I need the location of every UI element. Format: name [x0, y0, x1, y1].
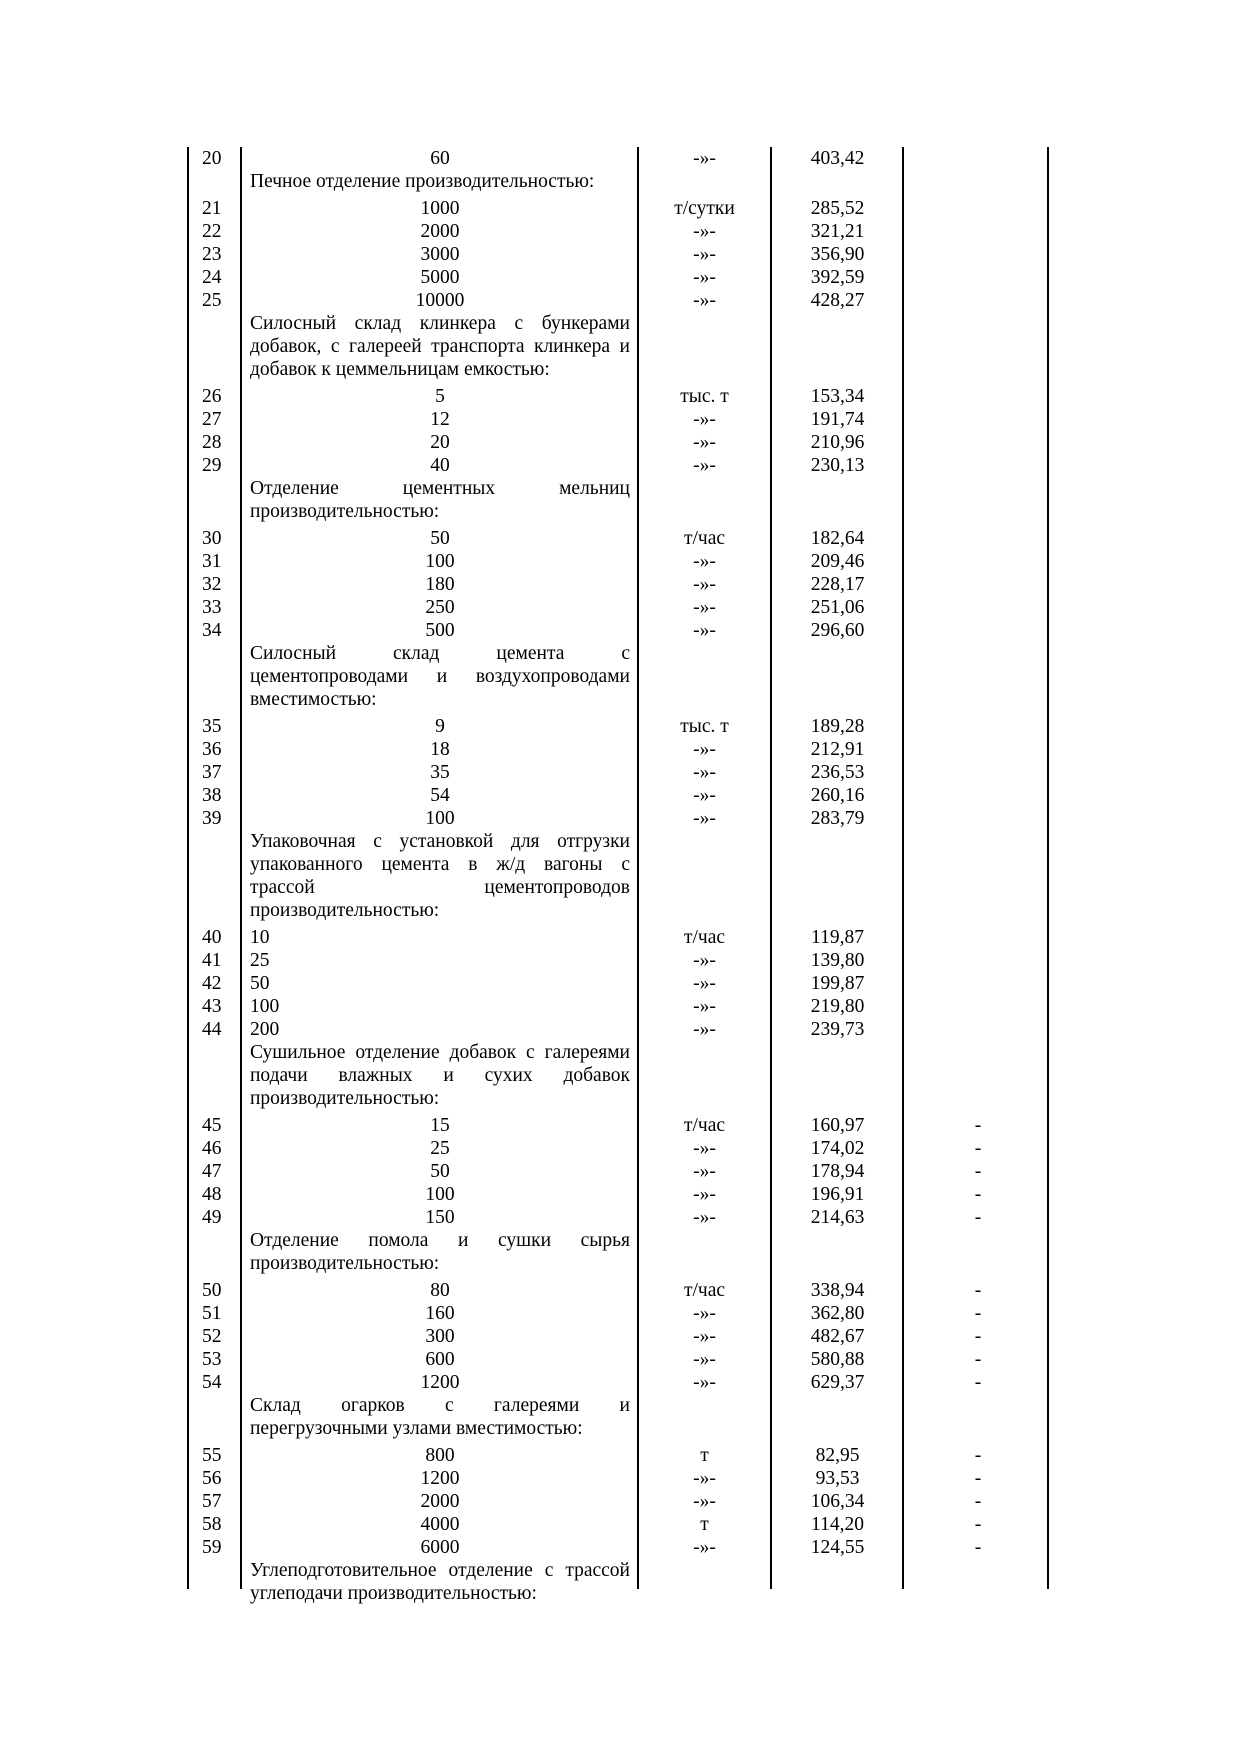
row-number: 25 — [202, 290, 222, 311]
row-capacity: 35 — [430, 762, 450, 783]
row-capacity: 9 — [435, 716, 445, 737]
section-heading-line: Печное отделение производительностью: — [250, 171, 595, 192]
row-unit: -»- — [693, 432, 716, 453]
table-row — [188, 1114, 1058, 1137]
row-unit: -»- — [693, 808, 716, 829]
row-capacity: 600 — [425, 1349, 455, 1370]
row-cost: 392,59 — [810, 267, 865, 288]
section-heading — [240, 830, 638, 922]
table-row — [188, 784, 1058, 807]
row-number: 41 — [202, 950, 222, 971]
table-row — [188, 1467, 1058, 1490]
row-capacity: 2000 — [420, 1491, 460, 1512]
table-row — [188, 1444, 1058, 1467]
row-capacity: 25 — [430, 1138, 450, 1159]
row-unit: -»- — [693, 1349, 716, 1370]
row-capacity: 5 — [435, 386, 445, 407]
table-row — [188, 619, 1058, 642]
row-note: - — [974, 1372, 982, 1393]
row-capacity: 100 — [250, 996, 280, 1017]
section-heading — [240, 170, 638, 193]
row-number: 45 — [202, 1115, 222, 1136]
row-cost: 260,16 — [810, 785, 865, 806]
row-note: - — [974, 1161, 982, 1182]
row-cost: 251,06 — [810, 597, 865, 618]
row-note: - — [974, 1468, 982, 1489]
row-capacity: 100 — [425, 808, 455, 829]
row-cost: 196,91 — [810, 1184, 865, 1205]
table-row — [188, 1302, 1058, 1325]
row-number: 46 — [202, 1138, 222, 1159]
row-cost: 236,53 — [810, 762, 865, 783]
section-heading-line: Силосный склад клинкера с бункерами — [250, 313, 630, 334]
table-row — [188, 1371, 1058, 1394]
row-cost: 210,96 — [810, 432, 865, 453]
row-number: 37 — [202, 762, 222, 783]
table-row — [188, 1206, 1058, 1229]
section-heading — [240, 477, 638, 523]
row-capacity: 1000 — [420, 198, 460, 219]
row-unit: -»- — [693, 1468, 716, 1489]
table-row — [188, 1325, 1058, 1348]
table-row — [188, 1490, 1058, 1513]
row-cost: 93,53 — [815, 1468, 860, 1489]
section-heading-line: Отделение цементных мельниц — [250, 478, 630, 499]
section-heading — [240, 642, 638, 711]
row-capacity: 60 — [430, 148, 450, 169]
section-heading-line: добавок к цеммельницам емкостью: — [250, 359, 550, 380]
row-unit: т/час — [683, 927, 726, 948]
section-heading-line: производительностью: — [250, 501, 440, 522]
table-row — [188, 926, 1058, 949]
row-unit: -»- — [693, 785, 716, 806]
row-cost: 212,91 — [810, 739, 865, 760]
row-note: - — [974, 1207, 982, 1228]
row-capacity: 10 — [250, 927, 270, 948]
row-unit: -»- — [693, 739, 716, 760]
row-capacity: 50 — [430, 528, 450, 549]
table-row — [188, 527, 1058, 550]
row-number: 51 — [202, 1303, 222, 1324]
table-row — [188, 1536, 1058, 1559]
table-row — [188, 197, 1058, 220]
section-heading-line: вместимостью: — [250, 689, 377, 710]
section-heading-row — [188, 1559, 1058, 1605]
row-cost: 174,02 — [810, 1138, 865, 1159]
row-unit: т/час — [683, 1280, 726, 1301]
row-unit: -»- — [693, 762, 716, 783]
row-capacity: 100 — [425, 1184, 455, 1205]
section-heading-line: перегрузочными узлами вместимостью: — [250, 1418, 583, 1439]
row-note: - — [974, 1138, 982, 1159]
row-cost: 629,37 — [810, 1372, 865, 1393]
row-cost: 209,46 — [810, 551, 865, 572]
row-cost: 338,94 — [810, 1280, 865, 1301]
row-cost: 106,34 — [810, 1491, 865, 1512]
table-row — [188, 147, 1058, 170]
row-unit: -»- — [693, 1184, 716, 1205]
row-unit: -»- — [693, 267, 716, 288]
section-heading-line: Упаковочная с установкой для отгрузки — [250, 831, 630, 852]
row-cost: 139,80 — [810, 950, 865, 971]
row-unit: -»- — [693, 597, 716, 618]
row-unit: -»- — [693, 148, 716, 169]
row-unit: -»- — [693, 1537, 716, 1558]
table-row — [188, 289, 1058, 312]
row-unit: -»- — [693, 244, 716, 265]
table-row — [188, 1018, 1058, 1041]
table-row — [188, 431, 1058, 454]
row-number: 36 — [202, 739, 222, 760]
row-cost: 114,20 — [811, 1514, 864, 1535]
row-unit: -»- — [693, 1138, 716, 1159]
row-cost: 428,27 — [810, 290, 865, 311]
row-number: 27 — [202, 409, 222, 430]
table-row — [188, 1160, 1058, 1183]
row-note: - — [974, 1184, 982, 1205]
row-note: - — [974, 1349, 982, 1370]
row-capacity: 180 — [425, 574, 455, 595]
table-row — [188, 550, 1058, 573]
row-number: 33 — [202, 597, 222, 618]
row-note: - — [974, 1537, 982, 1558]
table-row — [188, 972, 1058, 995]
row-number: 43 — [202, 996, 222, 1017]
row-cost: 362,80 — [810, 1303, 865, 1324]
section-heading-row — [188, 1041, 1058, 1110]
section-heading-line: упакованного цемента в ж/д вагоны с — [250, 854, 630, 875]
row-unit: т/час — [683, 528, 726, 549]
section-heading-row — [188, 642, 1058, 711]
row-note: - — [974, 1115, 982, 1136]
row-capacity: 4000 — [420, 1514, 460, 1535]
section-heading-row — [188, 1394, 1058, 1440]
row-unit: -»- — [693, 455, 716, 476]
section-heading-line: производительностью: — [250, 1088, 440, 1109]
row-capacity: 500 — [425, 620, 455, 641]
table-row — [188, 408, 1058, 431]
row-number: 31 — [202, 551, 222, 572]
row-unit: -»- — [693, 1303, 716, 1324]
row-unit: -»- — [693, 409, 716, 430]
row-capacity: 800 — [425, 1445, 455, 1466]
row-unit: -»- — [693, 996, 716, 1017]
section-heading-line: Отделение помола и сушки сырья — [250, 1230, 630, 1251]
row-note: - — [974, 1445, 982, 1466]
section-heading — [240, 1041, 638, 1110]
row-number: 32 — [202, 574, 222, 595]
row-number: 28 — [202, 432, 222, 453]
row-unit: -»- — [693, 620, 716, 641]
row-cost: 153,34 — [810, 386, 865, 407]
row-cost: 82,95 — [815, 1445, 860, 1466]
section-heading-line: Силосный склад цемента с — [250, 643, 630, 664]
row-number: 58 — [202, 1514, 222, 1535]
row-cost: 214,63 — [810, 1207, 865, 1228]
table-row — [188, 949, 1058, 972]
row-unit: -»- — [693, 1326, 716, 1347]
row-capacity: 80 — [430, 1280, 450, 1301]
row-note: - — [974, 1280, 982, 1301]
row-number: 52 — [202, 1326, 222, 1347]
table-row — [188, 761, 1058, 784]
row-unit: -»- — [693, 1019, 716, 1040]
row-capacity: 160 — [425, 1303, 455, 1324]
row-capacity: 18 — [430, 739, 450, 760]
row-cost: 160,97 — [810, 1115, 865, 1136]
row-number: 40 — [202, 927, 222, 948]
row-number: 29 — [202, 455, 222, 476]
section-heading-line: углеподачи производительностью: — [250, 1583, 537, 1604]
table-row — [188, 738, 1058, 761]
section-heading — [240, 1559, 638, 1605]
table-row — [188, 243, 1058, 266]
table-row — [188, 1279, 1058, 1302]
row-number: 23 — [202, 244, 222, 265]
section-heading-line: трассой цементопроводов — [250, 877, 630, 898]
row-cost: 239,73 — [810, 1019, 865, 1040]
row-capacity: 200 — [250, 1019, 280, 1040]
row-number: 55 — [202, 1445, 222, 1466]
row-unit: -»- — [693, 290, 716, 311]
section-heading-row — [188, 1229, 1058, 1275]
row-cost: 228,17 — [810, 574, 865, 595]
row-note: - — [974, 1303, 982, 1324]
row-cost: 230,13 — [810, 455, 865, 476]
section-heading-row — [188, 170, 1058, 193]
row-number: 42 — [202, 973, 222, 994]
section-heading — [240, 1229, 638, 1275]
row-number: 34 — [202, 620, 222, 641]
row-unit: -»- — [693, 1491, 716, 1512]
row-cost: 296,60 — [810, 620, 865, 641]
row-cost: 199,87 — [810, 973, 865, 994]
section-heading-line: подачи влажных и сухих добавок — [250, 1065, 630, 1086]
row-number: 35 — [202, 716, 222, 737]
row-capacity: 5000 — [420, 267, 460, 288]
row-number: 48 — [202, 1184, 222, 1205]
row-capacity: 6000 — [420, 1537, 460, 1558]
row-cost: 482,67 — [810, 1326, 865, 1347]
row-cost: 178,94 — [810, 1161, 865, 1182]
row-number: 21 — [202, 198, 222, 219]
row-capacity: 50 — [430, 1161, 450, 1182]
row-note: - — [974, 1514, 982, 1535]
row-cost: 182,64 — [810, 528, 865, 549]
row-note: - — [974, 1491, 982, 1512]
row-unit: -»- — [693, 1161, 716, 1182]
row-cost: 283,79 — [810, 808, 865, 829]
row-unit: т — [700, 1445, 709, 1466]
row-cost: 356,90 — [810, 244, 865, 265]
row-number: 30 — [202, 528, 222, 549]
row-number: 24 — [202, 267, 222, 288]
row-capacity: 300 — [425, 1326, 455, 1347]
price-table — [188, 147, 1058, 1609]
row-unit: т — [700, 1514, 709, 1535]
row-capacity: 10000 — [415, 290, 465, 311]
row-number: 53 — [202, 1349, 222, 1370]
table-row — [188, 266, 1058, 289]
row-unit: -»- — [693, 950, 716, 971]
row-unit: тыс. т — [680, 386, 729, 407]
section-heading — [240, 1394, 638, 1440]
row-cost: 189,28 — [810, 716, 865, 737]
row-capacity: 50 — [250, 973, 270, 994]
row-capacity: 12 — [430, 409, 450, 430]
table-row — [188, 220, 1058, 243]
row-capacity: 250 — [425, 597, 455, 618]
row-capacity: 1200 — [420, 1468, 460, 1489]
table-row — [188, 454, 1058, 477]
table-row — [188, 807, 1058, 830]
row-unit: -»- — [693, 973, 716, 994]
row-cost: 321,21 — [810, 221, 865, 242]
table-row — [188, 596, 1058, 619]
row-capacity: 25 — [250, 950, 270, 971]
section-heading-row — [188, 477, 1058, 523]
section-heading-line: цементопроводами и воздухопроводами — [250, 666, 630, 687]
section-heading-line: производительностью: — [250, 1253, 440, 1274]
row-capacity: 20 — [430, 432, 450, 453]
row-unit: -»- — [693, 1372, 716, 1393]
table-row — [188, 1183, 1058, 1206]
row-number: 57 — [202, 1491, 222, 1512]
row-number: 26 — [202, 386, 222, 407]
row-cost: 124,55 — [810, 1537, 865, 1558]
row-cost: 219,80 — [810, 996, 865, 1017]
row-unit: -»- — [693, 551, 716, 572]
row-capacity: 2000 — [420, 221, 460, 242]
section-heading-line: производительностью: — [250, 900, 440, 921]
section-heading-row — [188, 312, 1058, 381]
table-row — [188, 1513, 1058, 1536]
row-unit: -»- — [693, 221, 716, 242]
table-row — [188, 1137, 1058, 1160]
row-cost: 119,87 — [811, 927, 864, 948]
section-heading-line: Углеподготовительное отделение с трассой — [250, 1560, 630, 1581]
section-heading-line: добавок, с галереей транспорта клинкера и — [250, 336, 630, 357]
row-cost: 285,52 — [810, 198, 865, 219]
row-capacity: 150 — [425, 1207, 455, 1228]
row-cost: 191,74 — [810, 409, 865, 430]
row-capacity: 1200 — [420, 1372, 460, 1393]
row-unit: т/час — [683, 1115, 726, 1136]
row-number: 20 — [202, 148, 222, 169]
row-cost: 403,42 — [810, 148, 865, 169]
table-row — [188, 385, 1058, 408]
row-number: 49 — [202, 1207, 222, 1228]
section-heading — [240, 312, 638, 381]
row-capacity: 54 — [430, 785, 450, 806]
row-number: 54 — [202, 1372, 222, 1393]
row-number: 56 — [202, 1468, 222, 1489]
row-unit: т/сутки — [674, 198, 735, 219]
row-number: 39 — [202, 808, 222, 829]
section-heading-line: Сушильное отделение добавок с галереями — [250, 1042, 630, 1063]
row-capacity: 40 — [430, 455, 450, 476]
row-cost: 580,88 — [810, 1349, 865, 1370]
section-heading-row — [188, 830, 1058, 922]
row-number: 44 — [202, 1019, 222, 1040]
row-note: - — [974, 1326, 982, 1347]
table-row — [188, 995, 1058, 1018]
table-row — [188, 1348, 1058, 1371]
table-row — [188, 573, 1058, 596]
row-number: 47 — [202, 1161, 222, 1182]
row-number: 22 — [202, 221, 222, 242]
row-capacity: 100 — [425, 551, 455, 572]
table-row — [188, 715, 1058, 738]
row-unit: тыс. т — [680, 716, 729, 737]
row-number: 38 — [202, 785, 222, 806]
row-capacity: 3000 — [420, 244, 460, 265]
row-unit: -»- — [693, 574, 716, 595]
section-heading-line: Склад огарков с галереями и — [250, 1395, 630, 1416]
row-number: 59 — [202, 1537, 222, 1558]
row-capacity: 15 — [430, 1115, 450, 1136]
row-unit: -»- — [693, 1207, 716, 1228]
row-number: 50 — [202, 1280, 222, 1301]
